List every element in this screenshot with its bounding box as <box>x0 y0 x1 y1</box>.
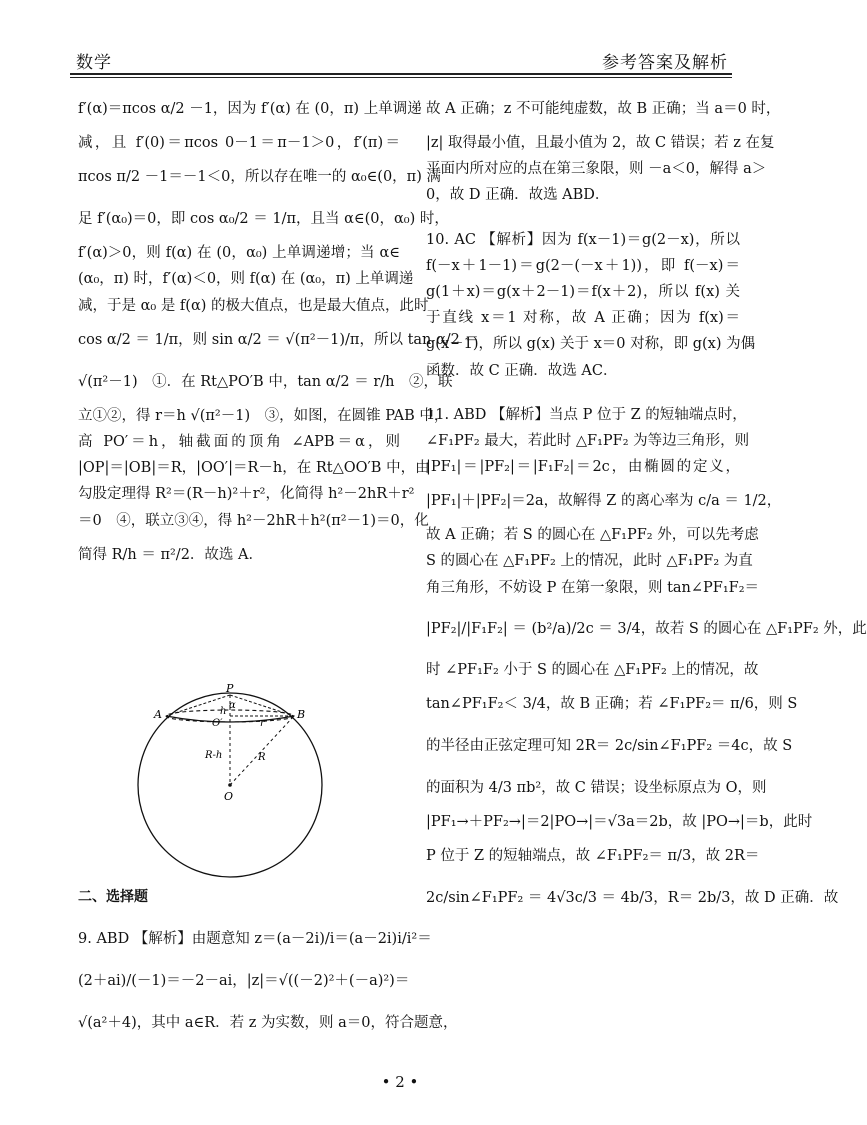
text-line: f′(α)＝πcos α/2 －1，因为 f′(α) 在 (0，π) 上单调递 <box>78 101 422 117</box>
label-h: h <box>220 706 227 717</box>
label-b: B <box>297 708 306 721</box>
page-header <box>70 46 732 72</box>
text-line: S 的圆心在 △F₁PF₂ 上的情况，此时 △F₁PF₂ 为直 <box>426 553 753 570</box>
text-line: g(1＋x)＝g(x＋2－1)＝f(x＋2)，所以 f(x) 关 <box>426 283 740 300</box>
text-line: √(a²＋4)，其中 a∈R．若 z 为实数，则 a＝0，符合题意， <box>78 1015 458 1032</box>
section-heading: 二、选择题 <box>78 889 148 905</box>
label-o: O <box>224 790 234 803</box>
text-line: f′(α)＞0，则 f(α) 在 (0，α₀) 上单调递增；当 α∈ <box>78 245 400 262</box>
text-line: (2＋ai)/(－1)＝－2－ai，|z|＝√((－2)²＋(－a)²)＝ <box>78 973 410 990</box>
label-r: r <box>260 718 265 729</box>
text-line: |OP|＝|OB|＝R，|OO′|＝R－h，在 Rt△OO′B 中，由 <box>78 460 430 477</box>
label-radius: R <box>258 752 266 763</box>
right-column <box>426 88 867 919</box>
text-line: 11. ABD 【解析】当点 P 位于 Z 的短轴端点时， <box>426 406 747 423</box>
text-line: 的面积为 4/3 πb²，故 C 错误；设坐标原点为 O，则 <box>426 780 767 796</box>
text-line: ∠F₁PF₂ 最大，若此时 △F₁PF₂ 为等边三角形，则 <box>426 432 750 449</box>
subject-title: 数学 <box>76 53 112 73</box>
left-column <box>78 88 479 576</box>
text-line: √(π²－1) ①．在 Rt△PO′B 中，tan α/2 ＝ r/h ②，联 <box>78 373 453 390</box>
text-line: g(x－1)，所以 g(x) 关于 x＝0 对称，即 g(x) 为偶 <box>426 336 756 353</box>
text-line: 2c/sin∠F₁PF₂ ＝ 4√3c/3 ＝ 4b/3，R＝ 2b/3，故 D 正确．故 <box>426 890 839 907</box>
text-line: |PF₂|/|F₁F₂| ＝ (b²/a)/2c ＝ 3/4，故若 S 的圆心在 △F₁PF₂ 外，此 <box>426 620 867 637</box>
text-line: 角三角形，不妨设 P 在第一象限，则 tan∠PF₁F₂＝ <box>426 579 760 596</box>
text-line: 足 f′(α₀)＝0，即 cos α₀/2 ＝ 1/π，且当 α∈(0，α₀) 时， <box>78 211 449 228</box>
label-r-minus-h: R-h <box>205 750 223 761</box>
text-line: 10. AC 【解析】因为 f(x－1)＝g(2－x)，所以 <box>426 231 740 248</box>
text-line: 于直线 x＝1 对称，故 A 正确；因为 f(x)＝ <box>426 310 740 327</box>
text-line: 勾股定理得 R²＝(R－h)²＋r²，化简得 h²－2hR＋r² <box>78 486 415 503</box>
text-line: 函数．故 C 正确．故选 AC． <box>426 362 618 379</box>
text-line: f(－x＋1－1)＝g(2－(－x＋1))，即 f(－x)＝ <box>426 257 740 274</box>
label-a: A <box>154 708 162 721</box>
text-line: 故 A 正确；若 S 的圆心在 △F₁PF₂ 外，可以先考虑 <box>426 527 759 544</box>
text-line: 减，且 f′(0)＝πcos 0－1＝π－1＞0，f′(π)＝ <box>78 135 400 151</box>
label-o-prime: O′ <box>212 718 223 729</box>
label-p: P <box>226 682 234 695</box>
text-line: cos α/2 ＝ 1/π，则 sin α/2 ＝ √(π²－1)/π，所以 tan α/2 ＝ <box>78 331 479 348</box>
text-line: 故 A 正确；z 不可能纯虚数，故 B 正确；当 a＝0 时， <box>426 101 781 117</box>
text-line: 简得 R/h ＝ π²/2．故选 A． <box>78 546 264 563</box>
text-line: |PF₁|＋|PF₂|＝2a，故解得 Z 的离心率为 c/a ＝ 1/2， <box>426 493 782 510</box>
text-line: 的半径由正弦定理可知 2R＝ 2c/sin∠F₁PF₂ ＝4c，故 S <box>426 738 793 754</box>
sphere-cone-figure <box>130 680 345 880</box>
header-rule <box>70 73 732 75</box>
text-line: |PF₁|＝|PF₂|＝|F₁F₂|＝2c，由椭圆的定义， <box>426 459 740 476</box>
text-line: 时 ∠PF₁F₂ 小于 S 的圆心在 △F₁PF₂ 上的情况，故 <box>426 661 759 678</box>
section-title: 参考答案及解析 <box>602 53 728 73</box>
text-line: tan∠PF₁F₂＜ 3/4，故 B 正确；若 ∠F₁PF₂＝ π/6，则 S <box>426 696 798 712</box>
text-line: (α₀，π) 时，f′(α)＜0，则 f(α) 在 (α₀，π) 上单调递 <box>78 271 414 288</box>
text-line: |z| 取得最小值，且最小值为 2，故 C 错误；若 z 在复 <box>426 135 775 151</box>
text-line: ＝0 ④，联立③④，得 h²－2hR＋h²(π²－1)＝0，化 <box>78 512 429 529</box>
text-line: 0，故 D 正确．故选 ABD． <box>426 187 610 204</box>
text-line: 立①②，得 r＝h √(π²－1) ③，如图，在圆锥 PAB 中， <box>78 407 449 424</box>
text-line: 减，于是 α₀ 是 f(α) 的极大值点，也是最大值点，此时 <box>78 297 429 314</box>
text-line: |PF₁→＋PF₂→|＝2|PO→|＝√3a＝2b，故 |PO→|＝b，此时 <box>426 814 813 830</box>
page-number: • 2 • <box>381 1073 419 1091</box>
text-line: 平面内所对应的点在第三象限，则 －a＜0，解得 a＞ <box>426 161 767 178</box>
text-line: 高 PO′＝h，轴截面的顶角 ∠APB＝α，则 <box>78 433 400 450</box>
text-line: πcos π/2 －1＝－1＜0，所以存在唯一的 α₀∈(0，π) 满 <box>78 169 441 186</box>
q9-block <box>78 884 458 1044</box>
text-line: 9. ABD 【解析】由题意知 z＝(a－2i)/i＝(a－2i)i/i²＝ <box>78 931 432 948</box>
label-alpha: α <box>229 700 236 711</box>
text-line: P 位于 Z 的短轴端点，故 ∠F₁PF₂＝ π/3，故 2R＝ <box>426 848 760 865</box>
header-rule-thin <box>70 77 732 78</box>
